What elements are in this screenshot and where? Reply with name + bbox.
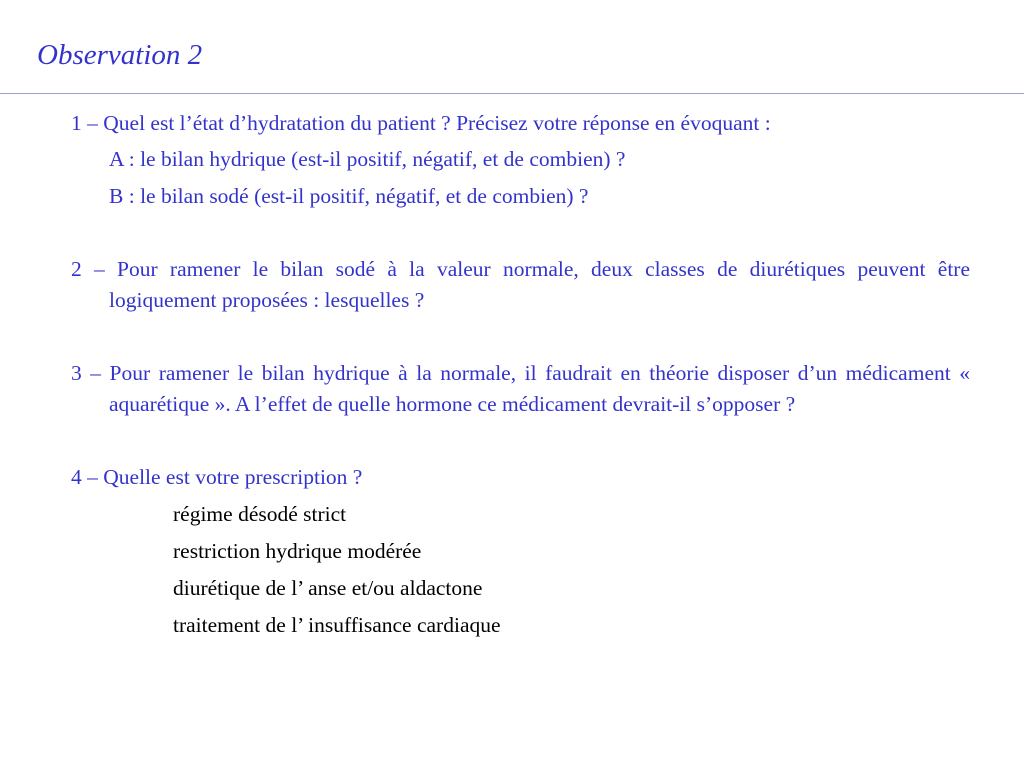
question-2: 2 – Pour ramener le bilan sodé à la valeur normale, deux classes de diurétiques peuvent être logiquement proposées : lesquelles ?	[71, 257, 970, 312]
question-3: 3 – Pour ramener le bilan hydrique à la normale, il faudrait en théorie disposer d’un médicament « aquarétique ». A l’effet de quelle hormone ce médicament devrait-il s’opposer ?	[71, 361, 970, 416]
prescription-list	[71, 499, 970, 641]
prescription-item: régime désodé strict	[173, 502, 347, 526]
prescription-item: restriction hydrique modérée	[173, 539, 422, 563]
question-1-subitem-b: B : le bilan sodé (est-il positif, négatif, et de combien) ?	[109, 184, 589, 208]
question-1-subitem-a: A : le bilan hydrique (est-il positif, négatif, et de combien) ?	[109, 147, 626, 171]
prescription-item: traitement de l’ insuffisance cardiaque	[173, 613, 501, 637]
title-divider	[0, 93, 1024, 94]
question-1: 1 – Quel est l’état d’hydratation du patient ? Précisez votre réponse en évoquant :	[71, 111, 771, 135]
slide-content	[71, 108, 970, 641]
question-4: 4 – Quelle est votre prescription ?	[71, 465, 363, 489]
prescription-item: diurétique de l’ anse et/ou aldactone	[173, 576, 483, 600]
slide-title: Observation 2	[37, 39, 203, 71]
